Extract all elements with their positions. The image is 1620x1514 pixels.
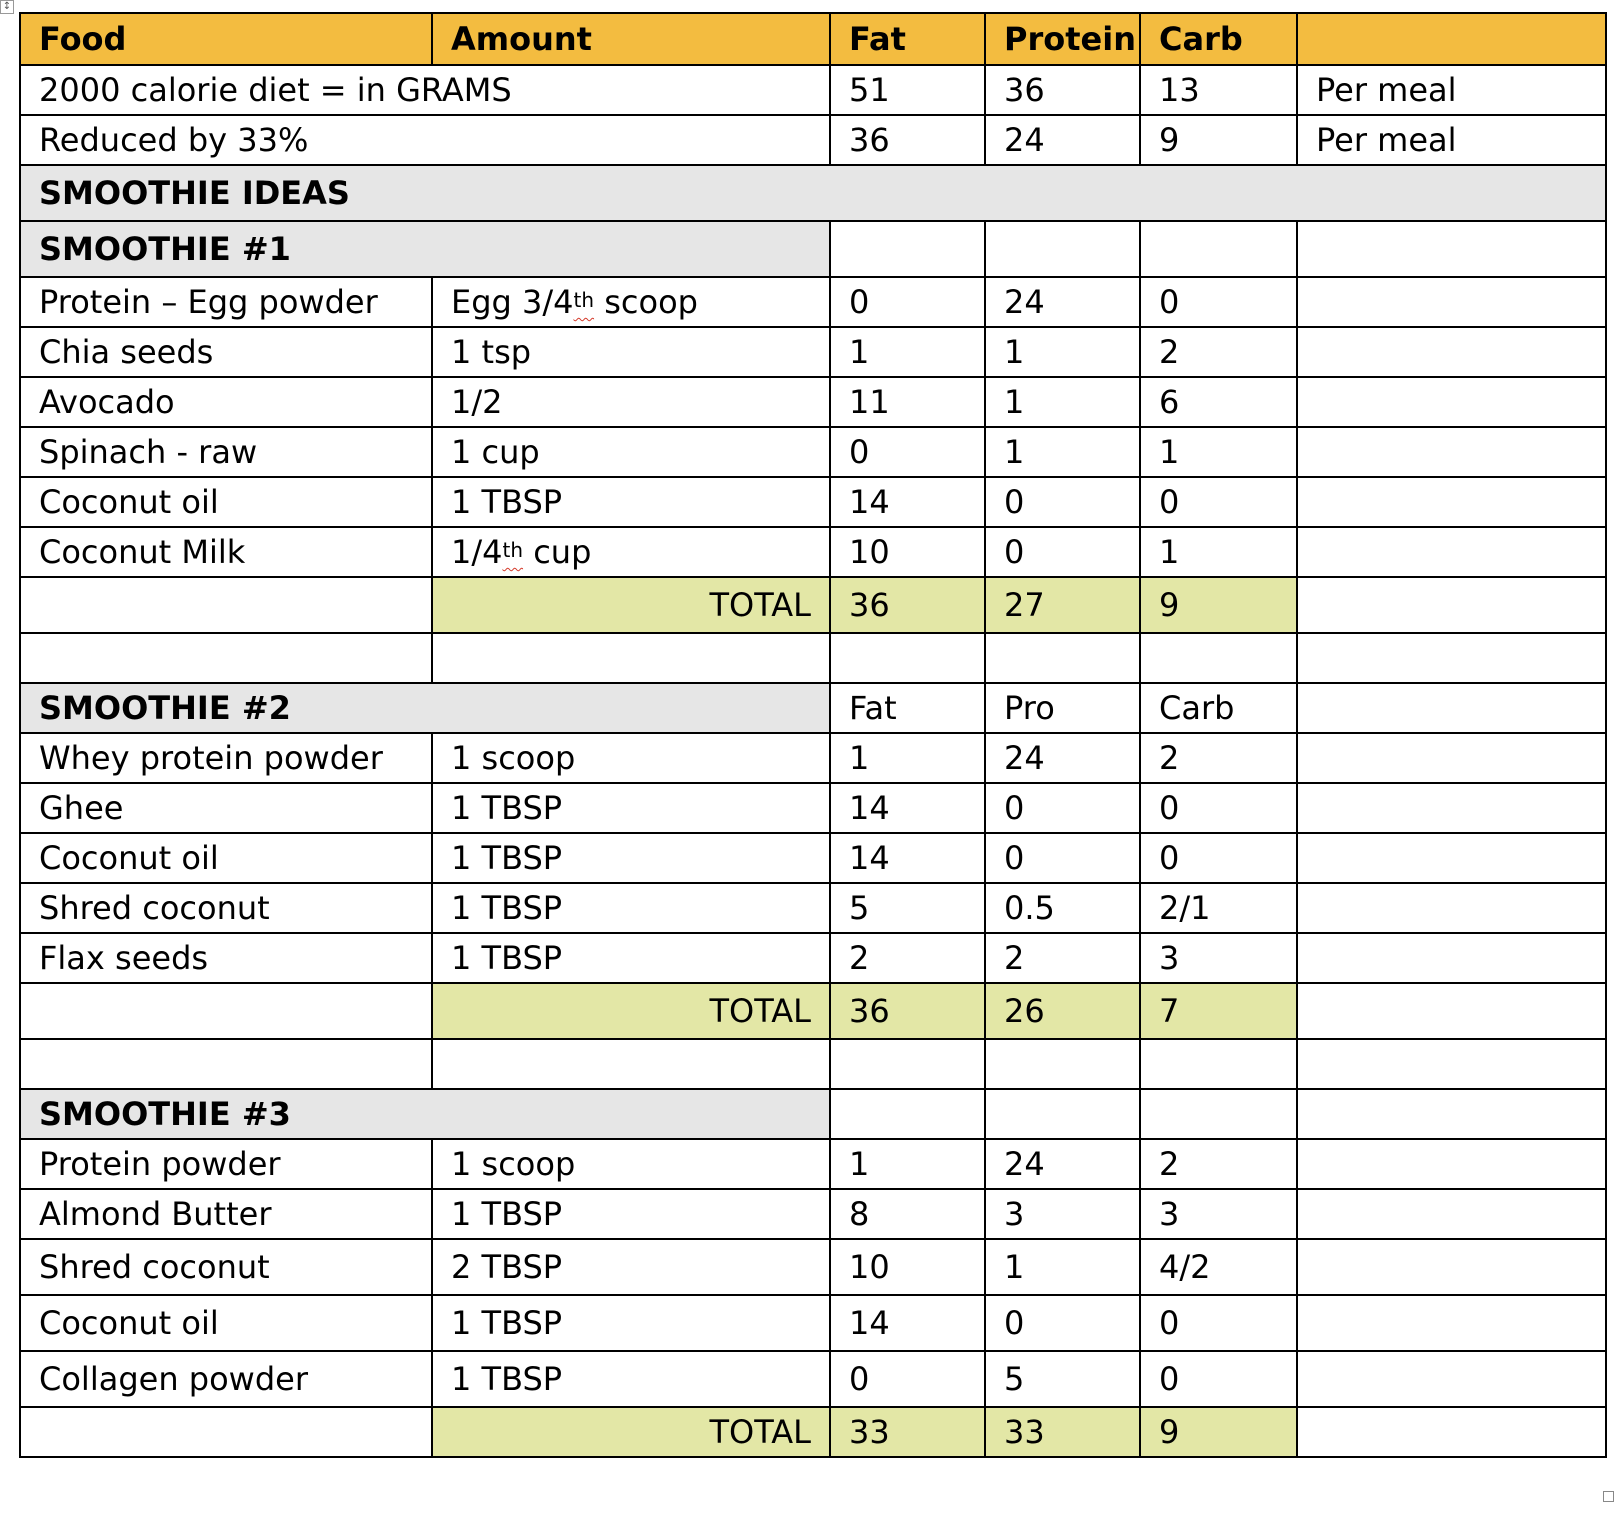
total-fat[interactable]: 36 bbox=[830, 577, 985, 633]
target-note[interactable]: Per meal bbox=[1297, 115, 1606, 165]
protein-cell[interactable]: 0 bbox=[985, 833, 1140, 883]
total-label[interactable]: TOTAL bbox=[432, 577, 830, 633]
amount-cell[interactable]: 1 TBSP bbox=[432, 477, 830, 527]
fat-cell[interactable]: 14 bbox=[830, 833, 985, 883]
empty-cell[interactable] bbox=[20, 1039, 432, 1089]
target-fat[interactable]: 36 bbox=[830, 115, 985, 165]
amount-cell[interactable]: 1/2 bbox=[432, 377, 830, 427]
empty-cell[interactable] bbox=[985, 1089, 1140, 1139]
carb-cell[interactable]: 2 bbox=[1140, 1139, 1297, 1189]
subheader-carb[interactable]: Carb bbox=[1140, 683, 1297, 733]
amount-cell[interactable] bbox=[432, 527, 830, 577]
carb-cell[interactable]: 0 bbox=[1140, 277, 1297, 327]
table-row bbox=[20, 527, 1606, 577]
empty-cell[interactable] bbox=[1297, 1351, 1606, 1407]
smoothie1-title-row bbox=[20, 221, 1606, 277]
empty-cell[interactable] bbox=[1297, 1239, 1606, 1295]
header-fat[interactable]: Fat bbox=[830, 13, 985, 65]
fat-cell[interactable]: 10 bbox=[830, 1239, 985, 1295]
food-cell[interactable]: Chia seeds bbox=[20, 327, 432, 377]
table-row bbox=[20, 783, 1606, 833]
fat-cell[interactable]: 2 bbox=[830, 933, 985, 983]
food-cell[interactable]: Shred coconut bbox=[20, 883, 432, 933]
empty-cell[interactable] bbox=[1297, 783, 1606, 833]
carb-cell[interactable]: 6 bbox=[1140, 377, 1297, 427]
amount-text: scoop bbox=[594, 283, 698, 321]
subheader-protein[interactable]: Pro bbox=[985, 683, 1140, 733]
protein-cell[interactable]: 2 bbox=[985, 933, 1140, 983]
target-note[interactable]: Per meal bbox=[1297, 65, 1606, 115]
amount-text: Egg 3/4 bbox=[451, 283, 574, 321]
carb-cell[interactable]: 0 bbox=[1140, 1351, 1297, 1407]
empty-cell[interactable] bbox=[830, 633, 985, 683]
total-protein[interactable]: 27 bbox=[985, 577, 1140, 633]
total-label[interactable]: TOTAL bbox=[432, 983, 830, 1039]
amount-cell[interactable]: 1 cup bbox=[432, 427, 830, 477]
carb-cell[interactable]: 0 bbox=[1140, 477, 1297, 527]
total-carb[interactable]: 9 bbox=[1140, 1407, 1297, 1457]
table-row bbox=[20, 1239, 1606, 1295]
protein-cell[interactable]: 24 bbox=[985, 733, 1140, 783]
fat-cell[interactable]: 1 bbox=[830, 733, 985, 783]
amount-cell[interactable]: 1 scoop bbox=[432, 733, 830, 783]
empty-cell[interactable] bbox=[1297, 1407, 1606, 1457]
carb-cell[interactable]: 0 bbox=[1140, 783, 1297, 833]
total-carb[interactable]: 7 bbox=[1140, 983, 1297, 1039]
table-row bbox=[20, 1295, 1606, 1351]
amount-cell[interactable]: 1 scoop bbox=[432, 1139, 830, 1189]
empty-cell[interactable] bbox=[1140, 1089, 1297, 1139]
table-row bbox=[20, 1351, 1606, 1407]
empty-cell[interactable] bbox=[1297, 527, 1606, 577]
carb-cell[interactable]: 1 bbox=[1140, 527, 1297, 577]
table-row bbox=[20, 477, 1606, 527]
empty-cell[interactable] bbox=[432, 633, 830, 683]
table-row bbox=[20, 277, 1606, 327]
empty-cell[interactable] bbox=[20, 633, 432, 683]
empty-cell[interactable] bbox=[1140, 1039, 1297, 1089]
header-food[interactable]: Food bbox=[20, 13, 432, 65]
total-fat[interactable]: 36 bbox=[830, 983, 985, 1039]
fat-cell[interactable]: 5 bbox=[830, 883, 985, 933]
total-row bbox=[20, 1407, 1606, 1457]
empty-cell[interactable] bbox=[1297, 1089, 1606, 1139]
fat-cell[interactable]: 14 bbox=[830, 783, 985, 833]
empty-cell[interactable] bbox=[985, 633, 1140, 683]
table-row bbox=[20, 883, 1606, 933]
empty-cell[interactable] bbox=[1297, 577, 1606, 633]
food-cell[interactable]: Collagen powder bbox=[20, 1351, 432, 1407]
table-row bbox=[20, 933, 1606, 983]
empty-cell[interactable] bbox=[1297, 933, 1606, 983]
header-amount[interactable]: Amount bbox=[432, 13, 830, 65]
food-cell[interactable]: Coconut oil bbox=[20, 477, 432, 527]
empty-cell[interactable] bbox=[985, 1039, 1140, 1089]
empty-cell[interactable] bbox=[1297, 377, 1606, 427]
target-row bbox=[20, 115, 1606, 165]
fat-cell[interactable]: 10 bbox=[830, 527, 985, 577]
superscript-th: th bbox=[502, 538, 524, 562]
empty-cell[interactable] bbox=[1140, 633, 1297, 683]
amount-cell[interactable]: 1 TBSP bbox=[432, 833, 830, 883]
total-fat[interactable]: 33 bbox=[830, 1407, 985, 1457]
table-row bbox=[20, 733, 1606, 783]
total-protein[interactable]: 26 bbox=[985, 983, 1140, 1039]
total-row bbox=[20, 577, 1606, 633]
empty-cell[interactable] bbox=[1297, 277, 1606, 327]
fat-cell[interactable]: 0 bbox=[830, 1351, 985, 1407]
target-label[interactable]: Reduced by 33% bbox=[20, 115, 830, 165]
empty-cell[interactable] bbox=[830, 1039, 985, 1089]
smoothie-ideas-row bbox=[20, 165, 1606, 221]
protein-cell[interactable]: 0 bbox=[985, 527, 1140, 577]
fat-cell[interactable]: 14 bbox=[830, 477, 985, 527]
table-row bbox=[20, 1189, 1606, 1239]
protein-cell[interactable]: 1 bbox=[985, 427, 1140, 477]
header-row bbox=[20, 13, 1606, 65]
header-carb[interactable]: Carb bbox=[1140, 13, 1297, 65]
smoothie-ideas-title[interactable]: SMOOTHIE IDEAS bbox=[20, 165, 1606, 221]
empty-cell[interactable] bbox=[20, 1407, 432, 1457]
target-label[interactable]: 2000 calorie diet = in GRAMS bbox=[20, 65, 830, 115]
empty-cell[interactable] bbox=[1297, 327, 1606, 377]
nutrition-table bbox=[19, 12, 1607, 1458]
table-row bbox=[20, 1139, 1606, 1189]
smoothie1-title[interactable]: SMOOTHIE #1 bbox=[20, 221, 830, 277]
food-cell[interactable]: Coconut oil bbox=[20, 1295, 432, 1351]
fat-cell[interactable]: 1 bbox=[830, 327, 985, 377]
empty-cell[interactable] bbox=[1297, 427, 1606, 477]
table-resize-handle-icon[interactable] bbox=[1603, 1491, 1614, 1502]
empty-cell[interactable] bbox=[1297, 1139, 1606, 1189]
protein-cell[interactable]: 0 bbox=[985, 477, 1140, 527]
target-carb[interactable]: 9 bbox=[1140, 115, 1297, 165]
amount-cell[interactable]: 2 TBSP bbox=[432, 1239, 830, 1295]
table-row bbox=[20, 833, 1606, 883]
amount-cell[interactable]: 1 TBSP bbox=[432, 1295, 830, 1351]
table-row bbox=[20, 377, 1606, 427]
empty-cell[interactable] bbox=[1297, 633, 1606, 683]
amount-cell[interactable]: 1 TBSP bbox=[432, 933, 830, 983]
empty-cell[interactable] bbox=[985, 221, 1140, 277]
empty-cell[interactable] bbox=[1297, 683, 1606, 733]
food-cell[interactable]: Whey protein powder bbox=[20, 733, 432, 783]
carb-cell[interactable]: 1 bbox=[1140, 427, 1297, 477]
protein-cell[interactable]: 3 bbox=[985, 1189, 1140, 1239]
smoothie3-title[interactable]: SMOOTHIE #3 bbox=[20, 1089, 830, 1139]
amount-cell[interactable]: 1 TBSP bbox=[432, 1189, 830, 1239]
fat-cell[interactable]: 0 bbox=[830, 277, 985, 327]
empty-cell[interactable] bbox=[1297, 221, 1606, 277]
empty-cell[interactable] bbox=[20, 577, 432, 633]
table-row bbox=[20, 427, 1606, 477]
target-row bbox=[20, 65, 1606, 115]
empty-cell[interactable] bbox=[1297, 883, 1606, 933]
spacer-row bbox=[20, 1039, 1606, 1089]
carb-cell[interactable]: 3 bbox=[1140, 933, 1297, 983]
food-cell[interactable]: Coconut Milk bbox=[20, 527, 432, 577]
protein-cell[interactable]: 24 bbox=[985, 277, 1140, 327]
protein-cell[interactable]: 1 bbox=[985, 1239, 1140, 1295]
food-cell[interactable]: Protein – Egg powder bbox=[20, 277, 432, 327]
smoothie3-title-row bbox=[20, 1089, 1606, 1139]
target-protein[interactable]: 36 bbox=[985, 65, 1140, 115]
amount-cell[interactable]: 1 TBSP bbox=[432, 883, 830, 933]
empty-cell[interactable] bbox=[1297, 733, 1606, 783]
carb-cell[interactable]: 4/2 bbox=[1140, 1239, 1297, 1295]
food-cell[interactable]: Spinach - raw bbox=[20, 427, 432, 477]
carb-cell[interactable]: 0 bbox=[1140, 833, 1297, 883]
amount-cell[interactable]: 1 TBSP bbox=[432, 783, 830, 833]
amount-cell[interactable]: 1 tsp bbox=[432, 327, 830, 377]
carb-cell[interactable]: 2 bbox=[1140, 327, 1297, 377]
total-carb[interactable]: 9 bbox=[1140, 577, 1297, 633]
protein-cell[interactable]: 0 bbox=[985, 783, 1140, 833]
empty-cell[interactable] bbox=[20, 983, 432, 1039]
food-cell[interactable]: Avocado bbox=[20, 377, 432, 427]
amount-cell[interactable] bbox=[432, 277, 830, 327]
food-cell[interactable]: Almond Butter bbox=[20, 1189, 432, 1239]
spacer-row bbox=[20, 633, 1606, 683]
empty-cell[interactable] bbox=[1140, 221, 1297, 277]
protein-cell[interactable]: 0 bbox=[985, 1295, 1140, 1351]
empty-cell[interactable] bbox=[432, 1039, 830, 1089]
target-fat[interactable]: 51 bbox=[830, 65, 985, 115]
table-row bbox=[20, 327, 1606, 377]
protein-cell[interactable]: 5 bbox=[985, 1351, 1140, 1407]
empty-cell[interactable] bbox=[1297, 477, 1606, 527]
food-cell[interactable]: Protein powder bbox=[20, 1139, 432, 1189]
fat-cell[interactable]: 1 bbox=[830, 1139, 985, 1189]
amount-cell[interactable]: 1 TBSP bbox=[432, 1351, 830, 1407]
empty-cell[interactable] bbox=[1297, 1039, 1606, 1089]
amount-text: cup bbox=[523, 533, 592, 571]
food-cell[interactable]: Coconut oil bbox=[20, 833, 432, 883]
smoothie2-title-row bbox=[20, 683, 1606, 733]
carb-cell[interactable]: 3 bbox=[1140, 1189, 1297, 1239]
total-label[interactable]: TOTAL bbox=[432, 1407, 830, 1457]
total-protein[interactable]: 33 bbox=[985, 1407, 1140, 1457]
carb-cell[interactable]: 0 bbox=[1140, 1295, 1297, 1351]
total-row bbox=[20, 983, 1606, 1039]
smoothie2-title[interactable]: SMOOTHIE #2 bbox=[20, 683, 830, 733]
empty-cell[interactable] bbox=[830, 1089, 985, 1139]
table-move-handle-icon[interactable]: ↕ bbox=[0, 0, 14, 14]
fat-cell[interactable]: 11 bbox=[830, 377, 985, 427]
carb-cell[interactable]: 2 bbox=[1140, 733, 1297, 783]
carb-cell[interactable]: 2/1 bbox=[1140, 883, 1297, 933]
food-cell[interactable]: Ghee bbox=[20, 783, 432, 833]
superscript-th: th bbox=[573, 288, 595, 312]
target-protein[interactable]: 24 bbox=[985, 115, 1140, 165]
fat-cell[interactable]: 0 bbox=[830, 427, 985, 477]
fat-cell[interactable]: 14 bbox=[830, 1295, 985, 1351]
amount-text: 1/4 bbox=[451, 533, 503, 571]
protein-cell[interactable]: 24 bbox=[985, 1139, 1140, 1189]
subheader-fat[interactable]: Fat bbox=[830, 683, 985, 733]
protein-cell[interactable]: 1 bbox=[985, 327, 1140, 377]
empty-cell[interactable] bbox=[1297, 983, 1606, 1039]
empty-cell[interactable] bbox=[1297, 1189, 1606, 1239]
empty-cell[interactable] bbox=[1297, 833, 1606, 883]
empty-cell[interactable] bbox=[830, 221, 985, 277]
target-carb[interactable]: 13 bbox=[1140, 65, 1297, 115]
header-extra[interactable] bbox=[1297, 13, 1606, 65]
protein-cell[interactable]: 0.5 bbox=[985, 883, 1140, 933]
food-cell[interactable]: Flax seeds bbox=[20, 933, 432, 983]
protein-cell[interactable]: 1 bbox=[985, 377, 1140, 427]
fat-cell[interactable]: 8 bbox=[830, 1189, 985, 1239]
header-protein[interactable]: Protein bbox=[985, 13, 1140, 65]
food-cell[interactable]: Shred coconut bbox=[20, 1239, 432, 1295]
empty-cell[interactable] bbox=[1297, 1295, 1606, 1351]
